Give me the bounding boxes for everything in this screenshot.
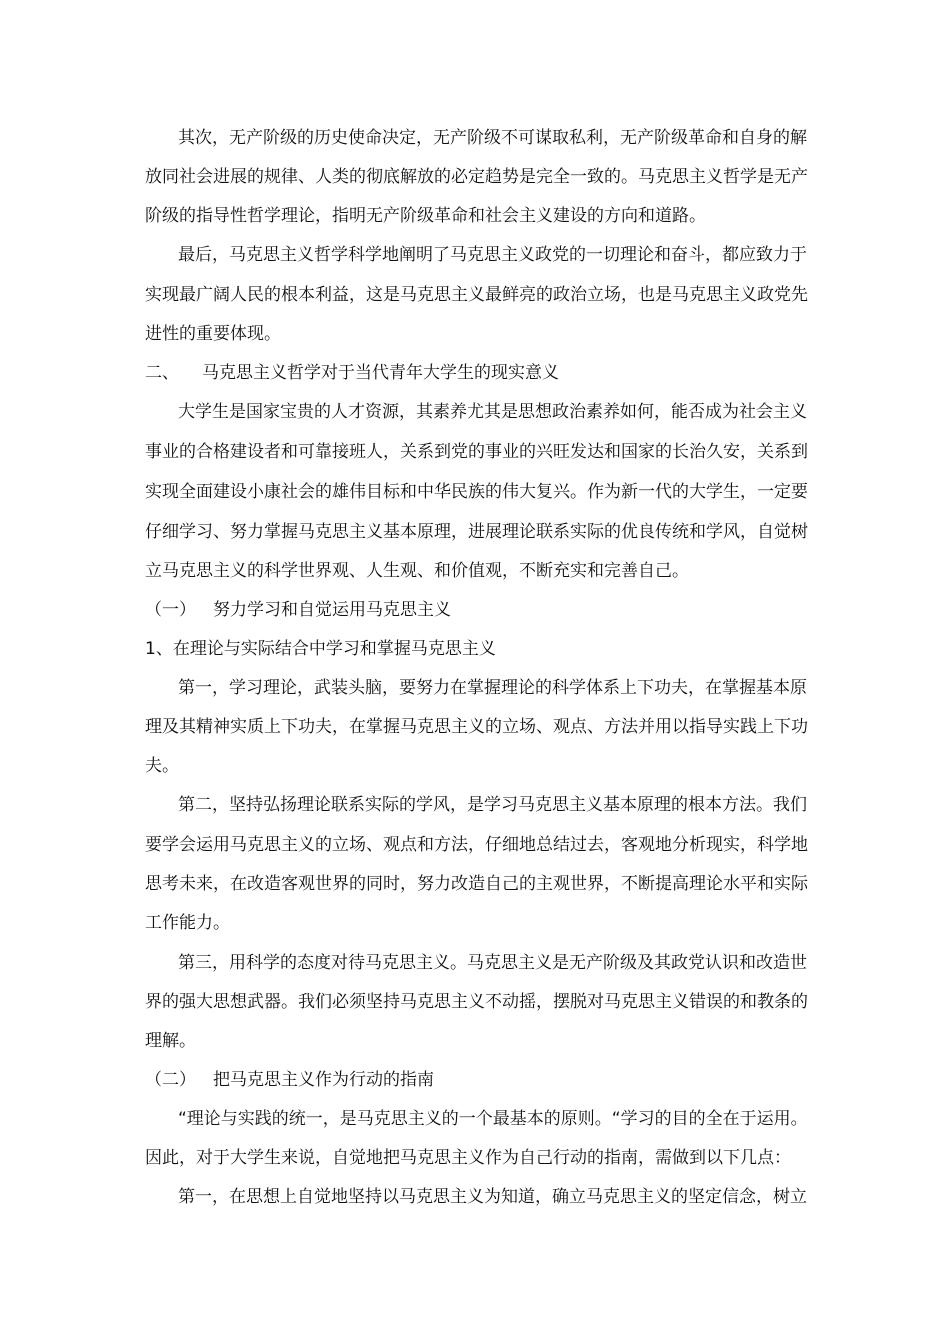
- paragraph-line: 阶级的指导性哲学理论，指明无产阶级革命和社会主义建设的方向和道路。: [145, 206, 706, 226]
- paragraph-line: 实现全面建设小康社会的雄伟目标和中华民族的伟大复兴。作为新一代的大学生，一定要: [145, 482, 808, 502]
- paragraph-line: 夫。: [145, 756, 179, 776]
- subsection-heading-number: （一）: [145, 600, 196, 620]
- subsection-heading-title: 把马克思主义作为行动的指南: [213, 1070, 434, 1090]
- paragraph-line: 第二，坚持弘扬理论联系实际的学风，是学习马克思主义基本原理的根本方法。我们: [178, 795, 807, 815]
- paragraph-line: 思考未来，在改造客观世界的同时，努力改造自己的主观世界，不断提高理论水平和实际: [145, 874, 808, 894]
- paragraph-line: 工作能力。: [145, 913, 230, 933]
- paragraph-line: 第一，在思想上自觉地坚持以马克思主义为知道，确立马克思主义的坚定信念，树立: [178, 1187, 807, 1207]
- section-heading-number: 二、: [145, 363, 179, 383]
- paragraph-line: 最后，马克思主义哲学科学地阐明了马克思主义政党的一切理论和奋斗，都应致力于: [178, 245, 807, 265]
- paragraph-line: 立马克思主义的科学世界观、人生观、和价值观，不断充实和完善自己。: [145, 561, 689, 581]
- paragraph-line: 进性的重要体现。: [145, 324, 281, 344]
- paragraph-line: 界的强大思想武器。我们必须坚持马克思主义不动摇，摆脱对马克思主义错误的和教条的: [145, 992, 808, 1012]
- subsection-heading-number: （二）: [145, 1070, 196, 1090]
- subsection-heading-title: 努力学习和自觉运用马克思主义: [213, 600, 451, 620]
- paragraph-line: 理及其精神实质上下功夫，在掌握马克思主义的立场、观点、方法并用以指导实践上下功: [145, 717, 808, 737]
- section-heading-title: 马克思主义哲学对于当代青年大学生的现实意义: [202, 363, 559, 383]
- paragraph-line: 理解。: [145, 1031, 196, 1051]
- paragraph-line: “理论与实践的统一，是马克思主义的一个最基本的原则。“学习的目的全在于运用。: [178, 1109, 808, 1129]
- paragraph-line: 因此，对于大学生来说，自觉地把马克思主义作为自己行动的指南，需做到以下几点：: [145, 1148, 791, 1168]
- paragraph-line: 放同社会进展的规律、人类的彻底解放的必定趋势是完全一致的。马克思主义哲学是无产: [145, 167, 808, 187]
- paragraph-line: 第三，用科学的态度对待马克思主义。马克思主义是无产阶级及其政党认识和改造世: [178, 953, 807, 973]
- paragraph-line: 大学生是国家宝贵的人才资源，其素养尤其是思想政治素养如何，能否成为社会主义: [178, 402, 807, 422]
- paragraph-line: 要学会运用马克思主义的立场、观点和方法，仔细地总结过去，客观地分析现实，科学地: [145, 835, 808, 855]
- paragraph-line: 仔细学习、努力掌握马克思主义基本原理，进展理论联系实际的优良传统和学风，自觉树: [145, 522, 808, 542]
- paragraph-line: 其次，无产阶级的历史使命决定，无产阶级不可谋取私利，无产阶级革命和自身的解: [178, 128, 807, 148]
- paragraph-line: 实现最广阔人民的根本利益，这是马克思主义最鲜亮的政治立场，也是马克思主义政党先: [145, 285, 808, 305]
- item-heading: 1、在理论与实际结合中学习和掌握马克思主义: [145, 639, 496, 659]
- paragraph-line: 第一，学习理论，武装头脑，要努力在掌握理论的科学体系上下功夫，在掌握基本原: [178, 678, 807, 698]
- paragraph-line: 事业的合格建设者和可靠接班人，关系到党的事业的兴旺发达和国家的长治久安，关系到: [145, 442, 808, 462]
